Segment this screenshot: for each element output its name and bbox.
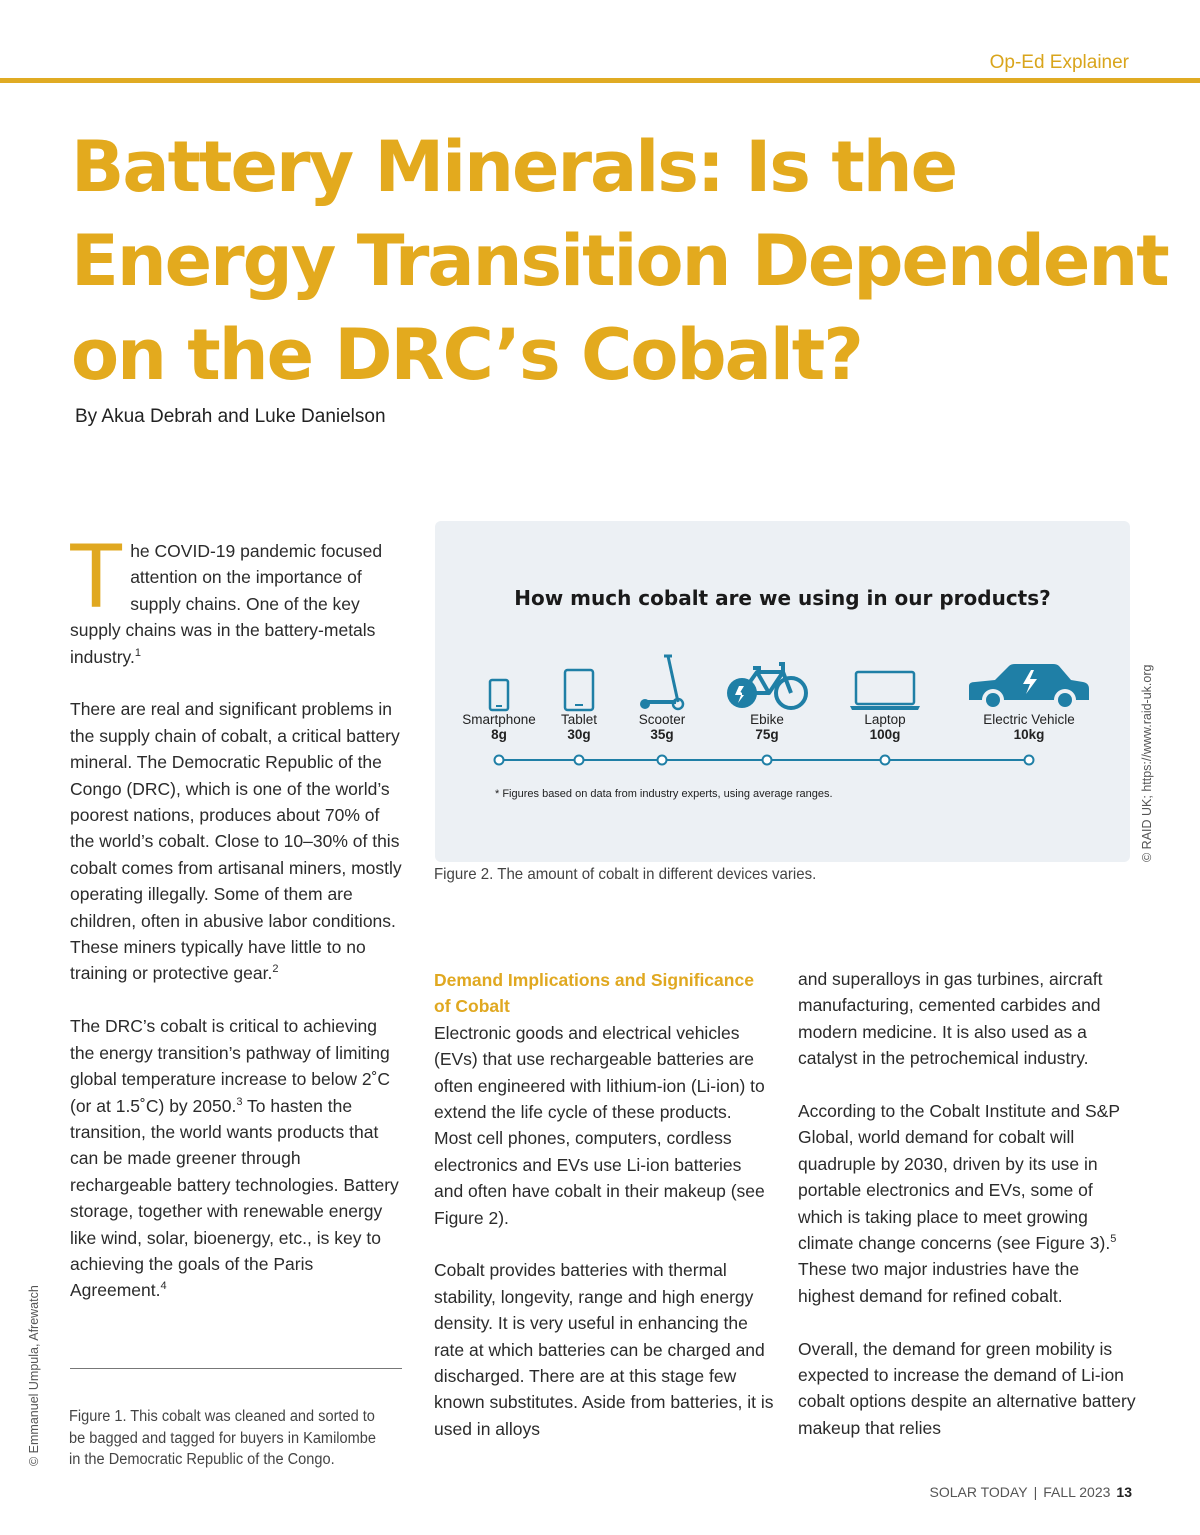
paragraph-text: There are real and significant problems in the supply chain of cobalt, a critical battery mineral. The Democratic Republic of the Congo (DRC), which is one of the world’s poorest nations, produces about 70% of the world’s cobalt. Close to 10–30% of this cobalt comes from artisanal miners, mostly operating illegally. Some of them are children, often in abusive labor conditions. These miners typically have little to no training or protective gear. xyxy=(70,699,402,984)
caption-rule xyxy=(70,1368,402,1369)
device-amount: 100g xyxy=(869,727,901,742)
paragraph xyxy=(798,1098,1138,1309)
page-number: 13 xyxy=(1116,1484,1132,1500)
paragraph xyxy=(68,525,405,670)
figure-2-credit: © RAID UK; https://www.raid-uk.org xyxy=(1140,664,1154,862)
timeline-dot xyxy=(763,756,772,765)
figure-2-title: How much cobalt are we using in our products? xyxy=(514,586,1051,610)
laptop-icon xyxy=(848,670,922,712)
paragraph-text: he COVID-19 pandemic focused attention on the importance of supply chains. One of the key supply chains was in the battery-metals industry. xyxy=(70,541,383,667)
paragraph-text: These two major industries have the highest demand for refined cobalt. xyxy=(798,1259,1080,1306)
column-1 xyxy=(68,525,405,1330)
footnote-ref[interactable]: 4 xyxy=(160,1280,167,1293)
drop-cap: T xyxy=(68,525,125,627)
device-name: Electric Vehicle xyxy=(983,712,1075,727)
device-amount: 10kg xyxy=(1013,727,1045,742)
paragraph-text: The DRC’s cobalt is critical to achieving the energy transition’s pathway of limiting global temperature increase to below 2˚C (or at 1.5˚C) by 2050. xyxy=(70,1016,391,1116)
title-line-1: Battery Minerals: Is the xyxy=(71,126,957,208)
footnote-ref[interactable]: 5 xyxy=(1110,1233,1117,1246)
ebike-icon xyxy=(725,660,809,712)
paragraph: Cobalt provides batteries with thermal stability, longevity, range and high energy density. It is very useful in enhancing the rate at which batteries can be charged and discharged. There are at this stage few known substitutes. Aside from batteries, it is used in alloys xyxy=(434,1260,774,1439)
timeline-dot xyxy=(881,756,890,765)
issue-label: FALL 2023 xyxy=(1043,1484,1111,1500)
electric-car-icon xyxy=(965,662,1093,712)
device-name: Tablet xyxy=(560,712,598,727)
timeline-dot xyxy=(658,756,667,765)
device-timeline xyxy=(435,750,1130,770)
paragraph-text: To hasten the transition, the world wants products that can be made greener through rechargeable battery technologies. Battery storage, together with renewable energy like wind, solar, bioenergy, etc., is key to achieving the goals of the Paris Agreement. xyxy=(70,1095,399,1301)
device-electric-vehicle xyxy=(954,648,1104,742)
smartphone-icon xyxy=(488,678,510,712)
device-ebike xyxy=(707,648,827,742)
figure-1-credit: © Emmanuel Umpula, Afrewatch xyxy=(27,1285,41,1466)
column-3 xyxy=(798,966,1138,1468)
footer-separator: | xyxy=(1033,1484,1038,1500)
paragraph xyxy=(434,967,774,1231)
title-line-3: on the DRC’s Cobalt? xyxy=(71,314,862,396)
paragraph: Overall, the demand for green mobility is expected to increase the demand of Li-ion cobalt options despite an alternative battery makeup that relies xyxy=(798,1338,1136,1438)
page-footer xyxy=(930,1484,1132,1500)
device-name: Scooter xyxy=(638,712,686,727)
paragraph-text: Electronic goods and electrical vehicles (EVs) that use rechargeable batteries are often engineered with lithium-ion (Li-ion) to extend the life cycle of these products. Most cell phones, computers, cordless electronics and EVs use Li-ion batteries and often have cobalt in their makeup (see Figure 2). xyxy=(434,1022,765,1228)
timeline-dot xyxy=(495,756,504,765)
device-name: Laptop xyxy=(864,712,906,727)
paragraph xyxy=(70,696,405,986)
device-scooter xyxy=(602,648,722,742)
section-subhead: Demand Implications and Significance of Cobalt xyxy=(434,970,754,1017)
device-amount: 35g xyxy=(650,727,674,742)
section-label: Op-Ed Explainer xyxy=(989,52,1129,73)
device-amount: 75g xyxy=(755,727,779,742)
publication-name: SOLAR TODAY xyxy=(929,1484,1028,1500)
figure-2-caption: Figure 2. The amount of cobalt in different devices varies. xyxy=(434,866,817,883)
scooter-icon xyxy=(638,654,686,712)
device-name: Ebike xyxy=(750,712,784,727)
header-rule xyxy=(0,78,1200,83)
paragraph-text: According to the Cobalt Institute and S&P Global, world demand for cobalt will quadruple by 2030, driven by its use in portable electronics and EVs, some of which is taking place to meet growing climate change concerns (see Figure 3). xyxy=(798,1101,1120,1254)
tablet-icon xyxy=(563,668,595,712)
paragraph xyxy=(70,1013,405,1303)
paragraph: and superalloys in gas turbines, aircraft manufacturing, cemented carbides and modern medicine. It is also used as a catalyst in the petrochemical industry. xyxy=(798,969,1103,1069)
figure-1-caption: Figure 1. This cobalt was cleaned and sorted to be bagged and tagged for buyers in Kamilombe in the Democratic Republic of the Congo. xyxy=(69,1408,376,1468)
footnote-ref[interactable]: 1 xyxy=(134,646,141,659)
device-laptop xyxy=(825,648,945,742)
title-line-2: Energy Transition Dependent xyxy=(71,220,1168,302)
column-2 xyxy=(434,967,774,1469)
figure-2-footnote: * Figures based on data from industry experts, using average ranges. xyxy=(495,788,833,800)
device-amount: 8g xyxy=(491,727,507,742)
device-name: Smartphone xyxy=(462,712,536,727)
footnote-ref[interactable]: 2 xyxy=(272,963,279,976)
byline: By Akua Debrah and Luke Danielson xyxy=(75,406,386,427)
timeline-dot xyxy=(1025,756,1034,765)
device-amount: 30g xyxy=(567,727,591,742)
article-title xyxy=(71,120,1171,402)
footnote-ref[interactable]: 3 xyxy=(236,1095,243,1108)
timeline-dot xyxy=(575,756,584,765)
